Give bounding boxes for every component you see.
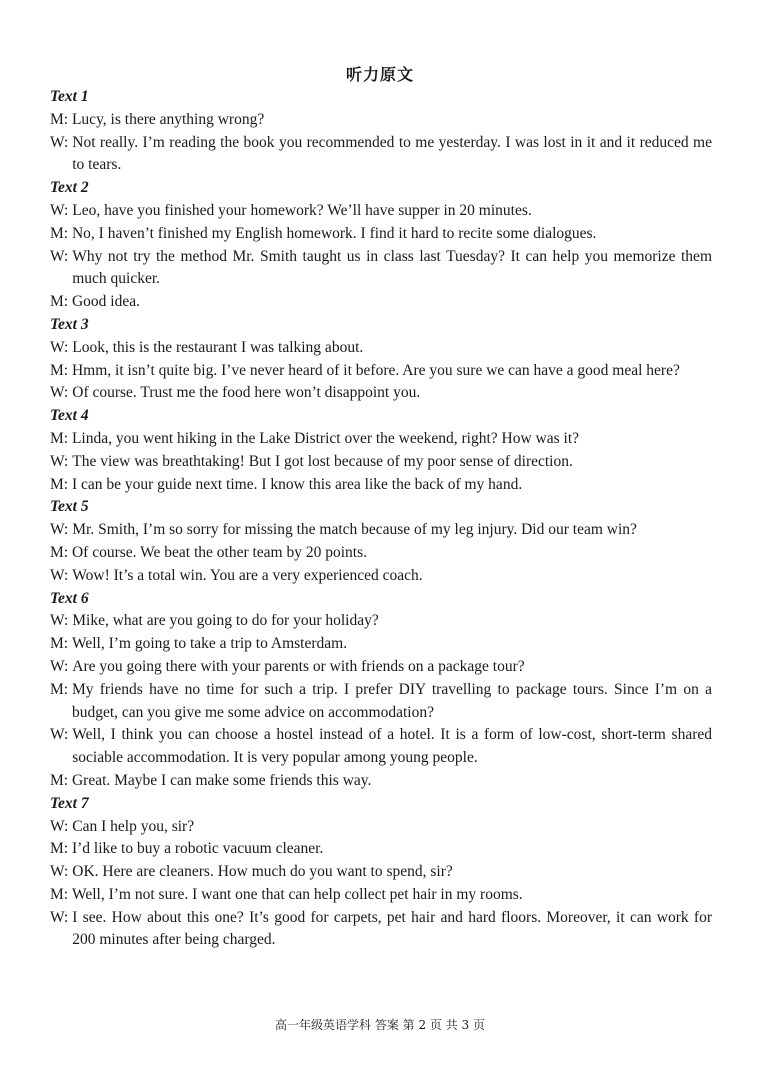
speaker-label: M: [50,293,69,311]
section-heading: Text 3 [50,315,89,333]
speaker-label: W: [50,247,69,265]
dialogue-line [50,474,712,497]
dialogue-line [50,565,712,588]
speaker-label: M: [50,885,69,903]
speaker-label: W: [50,726,69,744]
dialogue-text: Well, I’m going to take a trip to Amsterdam. [71,635,348,653]
dialogue-line [50,633,712,656]
speaker-label: W: [50,521,69,539]
dialogue-text: The view was breathtaking! But I got lost because of my poor sense of direction. [72,452,573,470]
speaker-label: W: [50,338,69,356]
speaker-label: M: [50,840,69,858]
dialogue-line [50,770,712,793]
dialogue-line [50,132,712,178]
speaker-label: W: [50,817,69,835]
dialogue-text: I can be your guide next time. I know this area like the back of my hand. [71,475,523,493]
dialogue-text: My friends have no time for such a trip. I prefer DIY travelling to package tours. Since I’m on a budget, can you give me some advice on accommodation? [71,680,712,721]
dialogue-line [50,656,712,679]
dialogue-text: Wow! It’s a total win. You are a very experienced coach. [72,566,423,584]
section-heading: Text 5 [50,498,89,516]
speaker-label: M: [50,361,69,379]
speaker-label: W: [50,863,69,881]
dialogue-text: Great. Maybe I can make some friends this way. [71,771,372,789]
dialogue-text: OK. Here are cleaners. How much do you want to spend, sir? [72,863,453,881]
dialogue-line [50,291,712,314]
dialogue-text: Mr. Smith, I’m so sorry for missing the match because of my leg injury. Did our team win? [72,521,637,539]
speaker-label: W: [50,612,69,630]
dialogue-text: Good idea. [71,293,140,311]
dialogue-line [50,838,712,861]
dialogue-line [50,610,712,633]
dialogue-line [50,451,712,474]
dialogue-text: Leo, have you finished your homework? We’ll have supper in 20 minutes. [72,201,532,219]
dialogue-line [50,246,712,292]
speaker-label: W: [50,908,69,926]
dialogue-line [50,724,712,770]
dialogue-line [50,907,712,953]
dialogue-line [50,519,712,542]
speaker-label: M: [50,771,69,789]
dialogue-text: Well, I’m not sure. I want one that can help collect pet hair in my rooms. [71,885,523,903]
dialogue-line [50,200,712,223]
dialogue-line [50,360,712,383]
dialogue-text: Of course. Trust me the food here won’t disappoint you. [72,384,421,402]
dialogue-text: Mike, what are you going to do for your holiday? [72,612,379,630]
section-heading: Text 7 [50,794,89,812]
speaker-label: M: [50,475,69,493]
dialogue-text: Of course. We beat the other team by 20 points. [71,543,368,561]
dialogue-line [50,884,712,907]
dialogue-text: I’d like to buy a robotic vacuum cleaner. [71,840,324,858]
section-heading: Text 6 [50,589,89,607]
speaker-label: W: [50,384,69,402]
dialogue-line [50,861,712,884]
dialogue-line [50,816,712,839]
dialogue-text: Not really. I’m reading the book you recommended to me yesterday. I was lost in it and it reduced me to tears. [72,133,712,174]
dialogue-line [50,223,712,246]
dialogue-text: Why not try the method Mr. Smith taught us in class last Tuesday? It can help you memorize them much quicker. [72,247,712,288]
speaker-label: W: [50,566,69,584]
speaker-label: M: [50,543,69,561]
dialogue-text: I see. How about this one? It’s good for carpets, pet hair and hard floors. Moreover, it can work for 200 minutes after being charged. [72,908,712,949]
dialogue-text: Are you going there with your parents or with friends on a package tour? [72,657,525,675]
dialogue-text: Hmm, it isn’t quite big. I’ve never heard of it before. Are you sure we can have a good meal here? [71,361,680,379]
dialogue-text: No, I haven’t finished my English homework. I find it hard to recite some dialogues. [71,224,597,242]
dialogue-text: Well, I think you can choose a hostel instead of a hotel. It is a form of low-cost, short-term shared sociable accommodation. It is very popular among young people. [72,726,712,767]
section-heading: Text 2 [50,179,89,197]
dialogue-line [50,109,712,132]
dialogue-line [50,428,712,451]
speaker-label: M: [50,680,69,698]
dialogue-line [50,337,712,360]
speaker-label: W: [50,452,69,470]
speaker-label: M: [50,110,69,128]
section-heading: Text 1 [50,88,89,105]
speaker-label: M: [50,635,69,653]
transcript-body [50,86,712,952]
section-heading: Text 4 [50,407,89,425]
dialogue-line [50,382,712,405]
speaker-label: W: [50,133,69,151]
dialogue-text: Look, this is the restaurant I was talking about. [72,338,364,356]
dialogue-line [50,679,712,725]
page-title: 听力原文 [345,65,414,84]
speaker-label: W: [50,201,69,219]
speaker-label: M: [50,429,69,447]
dialogue-text: Can I help you, sir? [72,817,195,835]
dialogue-text: Linda, you went hiking in the Lake District over the weekend, right? How was it? [71,429,580,447]
speaker-label: W: [50,657,69,675]
speaker-label: M: [50,224,69,242]
dialogue-line [50,542,712,565]
dialogue-text: Lucy, is there anything wrong? [71,110,265,128]
page-footer: 高一年级英语学科 答案 第 2 页 共 3 页 [275,1018,485,1032]
